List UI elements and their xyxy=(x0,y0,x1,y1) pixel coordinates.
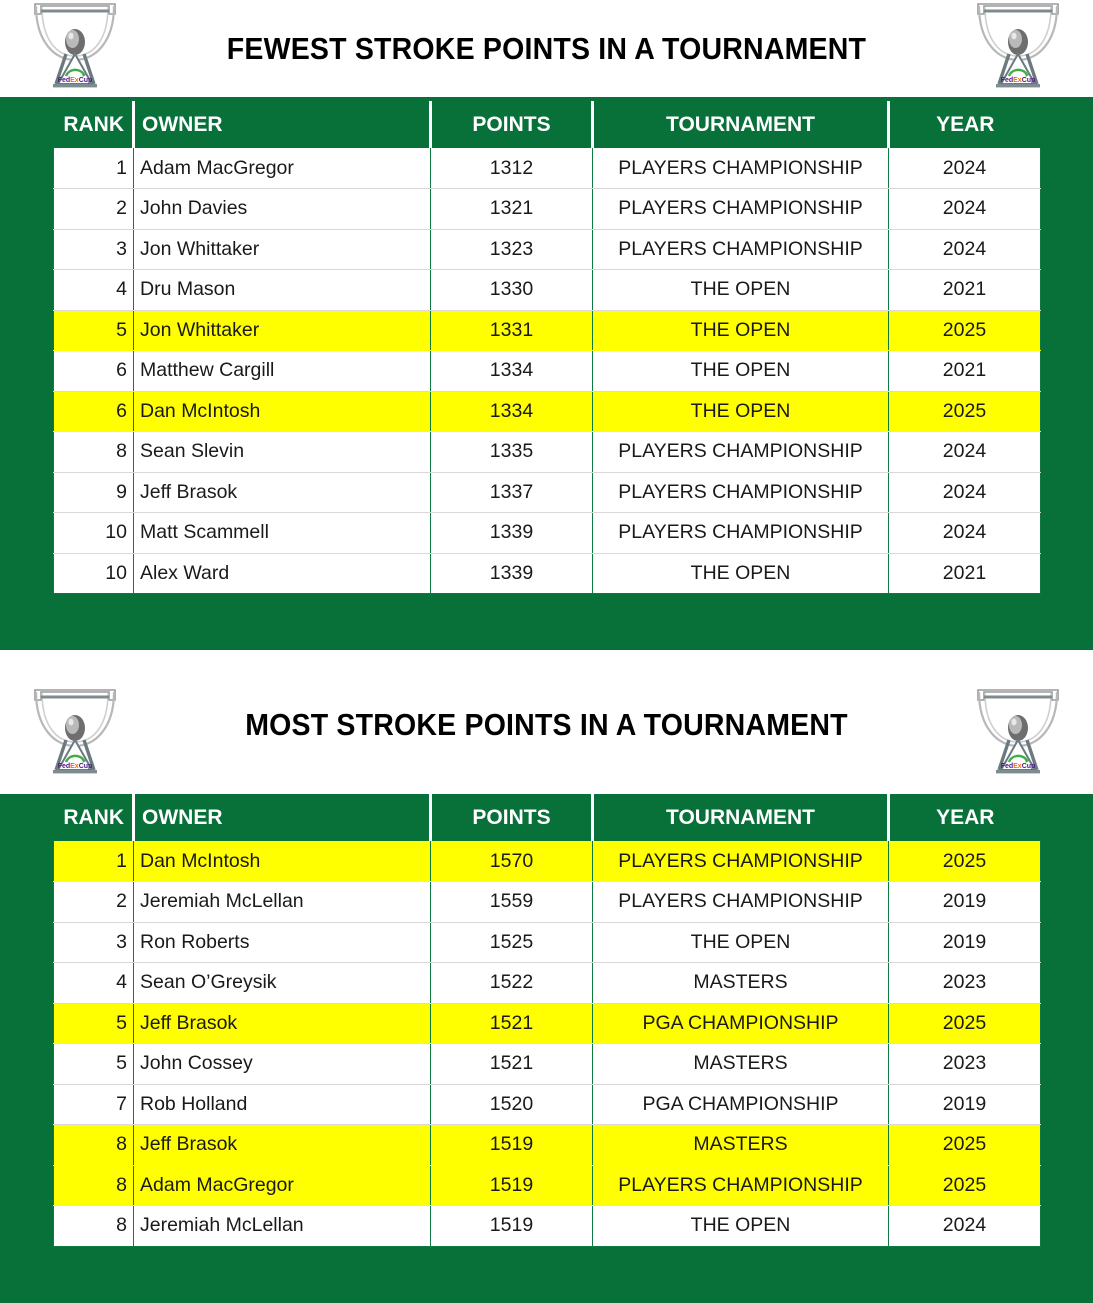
table-row[interactable] xyxy=(54,1125,1041,1166)
cell-owner: Jeff Brasok xyxy=(134,472,431,513)
cell-owner: Matt Scammell xyxy=(134,513,431,554)
fewest-stroke-points-table xyxy=(53,101,1041,594)
cell-points: 1525 xyxy=(431,922,593,963)
cell-owner: Jeremiah McLellan xyxy=(134,882,431,923)
cell-owner: Adam MacGregor xyxy=(134,148,431,189)
cell-points: 1334 xyxy=(431,351,593,392)
table-row[interactable] xyxy=(54,553,1041,594)
cell-year: 2019 xyxy=(889,1084,1041,1125)
cell-points: 1570 xyxy=(431,841,593,882)
cell-points: 1522 xyxy=(431,963,593,1004)
table-row[interactable] xyxy=(54,229,1041,270)
column-header-points[interactable]: POINTS xyxy=(431,794,593,841)
column-header-owner[interactable]: OWNER xyxy=(134,101,431,148)
cell-rank: 8 xyxy=(54,1165,134,1206)
cell-owner: Jon Whittaker xyxy=(134,229,431,270)
cell-points: 1339 xyxy=(431,553,593,594)
column-header-year[interactable]: YEAR xyxy=(889,794,1041,841)
cell-points: 1519 xyxy=(431,1125,593,1166)
cell-rank: 6 xyxy=(54,391,134,432)
fedexcup-trophy-icon xyxy=(25,0,125,90)
table-row[interactable] xyxy=(54,391,1041,432)
cell-year: 2024 xyxy=(889,513,1041,554)
cell-year: 2024 xyxy=(889,148,1041,189)
cell-year: 2023 xyxy=(889,1044,1041,1085)
table-row[interactable] xyxy=(54,472,1041,513)
cell-owner: Matthew Cargill xyxy=(134,351,431,392)
cell-year: 2024 xyxy=(889,432,1041,473)
column-header-tournament[interactable]: TOURNAMENT xyxy=(593,794,889,841)
cell-tournament: PLAYERS CHAMPIONSHIP xyxy=(593,1165,889,1206)
cell-owner: Sean O’Greysik xyxy=(134,963,431,1004)
table-header xyxy=(54,101,1041,148)
cell-tournament: MASTERS xyxy=(593,1044,889,1085)
cell-points: 1331 xyxy=(431,310,593,351)
table-body xyxy=(54,148,1041,594)
table-row[interactable] xyxy=(54,270,1041,311)
cell-year: 2019 xyxy=(889,922,1041,963)
cell-points: 1330 xyxy=(431,270,593,311)
table-row[interactable] xyxy=(54,310,1041,351)
table-row[interactable] xyxy=(54,513,1041,554)
fedexcup-trophy-icon xyxy=(25,684,125,776)
cell-rank: 8 xyxy=(54,1125,134,1166)
column-header-year[interactable]: YEAR xyxy=(889,101,1041,148)
cell-tournament: THE OPEN xyxy=(593,922,889,963)
cell-tournament: PLAYERS CHAMPIONSHIP xyxy=(593,229,889,270)
cell-rank: 10 xyxy=(54,513,134,554)
cell-points: 1521 xyxy=(431,1003,593,1044)
fedexcup-trophy-icon xyxy=(968,0,1068,90)
most-stroke-points-table xyxy=(53,794,1041,1247)
table-row[interactable] xyxy=(54,1084,1041,1125)
cell-tournament: PLAYERS CHAMPIONSHIP xyxy=(593,513,889,554)
cell-year: 2021 xyxy=(889,270,1041,311)
cell-rank: 3 xyxy=(54,922,134,963)
cell-year: 2025 xyxy=(889,1125,1041,1166)
table-row[interactable] xyxy=(54,1044,1041,1085)
cell-points: 1519 xyxy=(431,1165,593,1206)
cell-tournament: MASTERS xyxy=(593,1125,889,1166)
cell-tournament: PGA CHAMPIONSHIP xyxy=(593,1084,889,1125)
cell-rank: 4 xyxy=(54,270,134,311)
fedexcup-trophy-icon xyxy=(968,684,1068,776)
cell-year: 2025 xyxy=(889,310,1041,351)
table-row[interactable] xyxy=(54,1003,1041,1044)
cell-year: 2023 xyxy=(889,963,1041,1004)
table-row[interactable] xyxy=(54,841,1041,882)
cell-points: 1520 xyxy=(431,1084,593,1125)
cell-year: 2024 xyxy=(889,229,1041,270)
cell-year: 2025 xyxy=(889,1003,1041,1044)
cell-points: 1519 xyxy=(431,1206,593,1247)
cell-rank: 2 xyxy=(54,189,134,230)
cell-rank: 8 xyxy=(54,1206,134,1247)
cell-points: 1521 xyxy=(431,1044,593,1085)
cell-points: 1323 xyxy=(431,229,593,270)
cell-tournament: PGA CHAMPIONSHIP xyxy=(593,1003,889,1044)
cell-owner: Jeremiah McLellan xyxy=(134,1206,431,1247)
header-row xyxy=(54,794,1041,841)
cell-rank: 6 xyxy=(54,351,134,392)
column-header-points[interactable]: POINTS xyxy=(431,101,593,148)
column-header-rank[interactable]: RANK xyxy=(54,794,134,841)
cell-rank: 5 xyxy=(54,1003,134,1044)
column-header-tournament[interactable]: TOURNAMENT xyxy=(593,101,889,148)
table-row[interactable] xyxy=(54,1165,1041,1206)
cell-tournament: PLAYERS CHAMPIONSHIP xyxy=(593,432,889,473)
svg-text:FedExCup: FedExCup xyxy=(1000,77,1036,84)
table-row[interactable] xyxy=(54,351,1041,392)
cell-rank: 10 xyxy=(54,553,134,594)
cell-rank: 1 xyxy=(54,148,134,189)
title-banner-fewest xyxy=(0,0,1093,97)
page-title-most: MOST STROKE POINTS IN A TOURNAMENT xyxy=(245,707,848,742)
cell-tournament: THE OPEN xyxy=(593,391,889,432)
cell-owner: John Cossey xyxy=(134,1044,431,1085)
cell-owner: Dan McIntosh xyxy=(134,391,431,432)
cell-tournament: PLAYERS CHAMPIONSHIP xyxy=(593,882,889,923)
cell-tournament: PLAYERS CHAMPIONSHIP xyxy=(593,841,889,882)
table-body xyxy=(54,841,1041,1246)
svg-text:FedExCup: FedExCup xyxy=(57,763,93,770)
cell-tournament: THE OPEN xyxy=(593,1206,889,1247)
cell-rank: 2 xyxy=(54,882,134,923)
svg-text:FedExCup: FedExCup xyxy=(1000,763,1036,770)
cell-rank: 5 xyxy=(54,1044,134,1085)
svg-text:FedExCup: FedExCup xyxy=(57,77,93,84)
cell-tournament: THE OPEN xyxy=(593,553,889,594)
cell-owner: Dan McIntosh xyxy=(134,841,431,882)
title-banner-most xyxy=(0,656,1093,794)
header-row xyxy=(54,101,1041,148)
cell-owner: John Davies xyxy=(134,189,431,230)
cell-tournament: PLAYERS CHAMPIONSHIP xyxy=(593,148,889,189)
table-row[interactable] xyxy=(54,1206,1041,1247)
table-header xyxy=(54,794,1041,841)
cell-points: 1334 xyxy=(431,391,593,432)
cell-year: 2021 xyxy=(889,553,1041,594)
cell-year: 2025 xyxy=(889,841,1041,882)
cell-rank: 3 xyxy=(54,229,134,270)
cell-year: 2025 xyxy=(889,391,1041,432)
cell-year: 2024 xyxy=(889,472,1041,513)
cell-owner: Jeff Brasok xyxy=(134,1003,431,1044)
table-row[interactable] xyxy=(54,148,1041,189)
cell-owner: Jeff Brasok xyxy=(134,1125,431,1166)
column-header-rank[interactable]: RANK xyxy=(54,101,134,148)
cell-points: 1559 xyxy=(431,882,593,923)
cell-owner: Rob Holland xyxy=(134,1084,431,1125)
cell-points: 1321 xyxy=(431,189,593,230)
cell-rank: 1 xyxy=(54,841,134,882)
page-title-fewest: FEWEST STROKE POINTS IN A TOURNAMENT xyxy=(226,30,867,66)
cell-points: 1312 xyxy=(431,148,593,189)
table-row[interactable] xyxy=(54,189,1041,230)
cell-rank: 4 xyxy=(54,963,134,1004)
cell-tournament: THE OPEN xyxy=(593,270,889,311)
cell-year: 2024 xyxy=(889,189,1041,230)
cell-owner: Jon Whittaker xyxy=(134,310,431,351)
cell-owner: Alex Ward xyxy=(134,553,431,594)
cell-tournament: THE OPEN xyxy=(593,310,889,351)
cell-points: 1335 xyxy=(431,432,593,473)
cell-owner: Sean Slevin xyxy=(134,432,431,473)
cell-rank: 7 xyxy=(54,1084,134,1125)
cell-owner: Dru Mason xyxy=(134,270,431,311)
cell-tournament: MASTERS xyxy=(593,963,889,1004)
cell-points: 1339 xyxy=(431,513,593,554)
cell-owner: Ron Roberts xyxy=(134,922,431,963)
cell-rank: 8 xyxy=(54,432,134,473)
cell-year: 2021 xyxy=(889,351,1041,392)
table-row[interactable] xyxy=(54,922,1041,963)
cell-year: 2025 xyxy=(889,1165,1041,1206)
cell-owner: Adam MacGregor xyxy=(134,1165,431,1206)
cell-year: 2019 xyxy=(889,882,1041,923)
cell-year: 2024 xyxy=(889,1206,1041,1247)
table-row[interactable] xyxy=(54,432,1041,473)
cell-tournament: PLAYERS CHAMPIONSHIP xyxy=(593,472,889,513)
cell-tournament: THE OPEN xyxy=(593,351,889,392)
column-header-owner[interactable]: OWNER xyxy=(134,794,431,841)
cell-points: 1337 xyxy=(431,472,593,513)
table-row[interactable] xyxy=(54,963,1041,1004)
table-row[interactable] xyxy=(54,882,1041,923)
cell-rank: 9 xyxy=(54,472,134,513)
cell-tournament: PLAYERS CHAMPIONSHIP xyxy=(593,189,889,230)
cell-rank: 5 xyxy=(54,310,134,351)
